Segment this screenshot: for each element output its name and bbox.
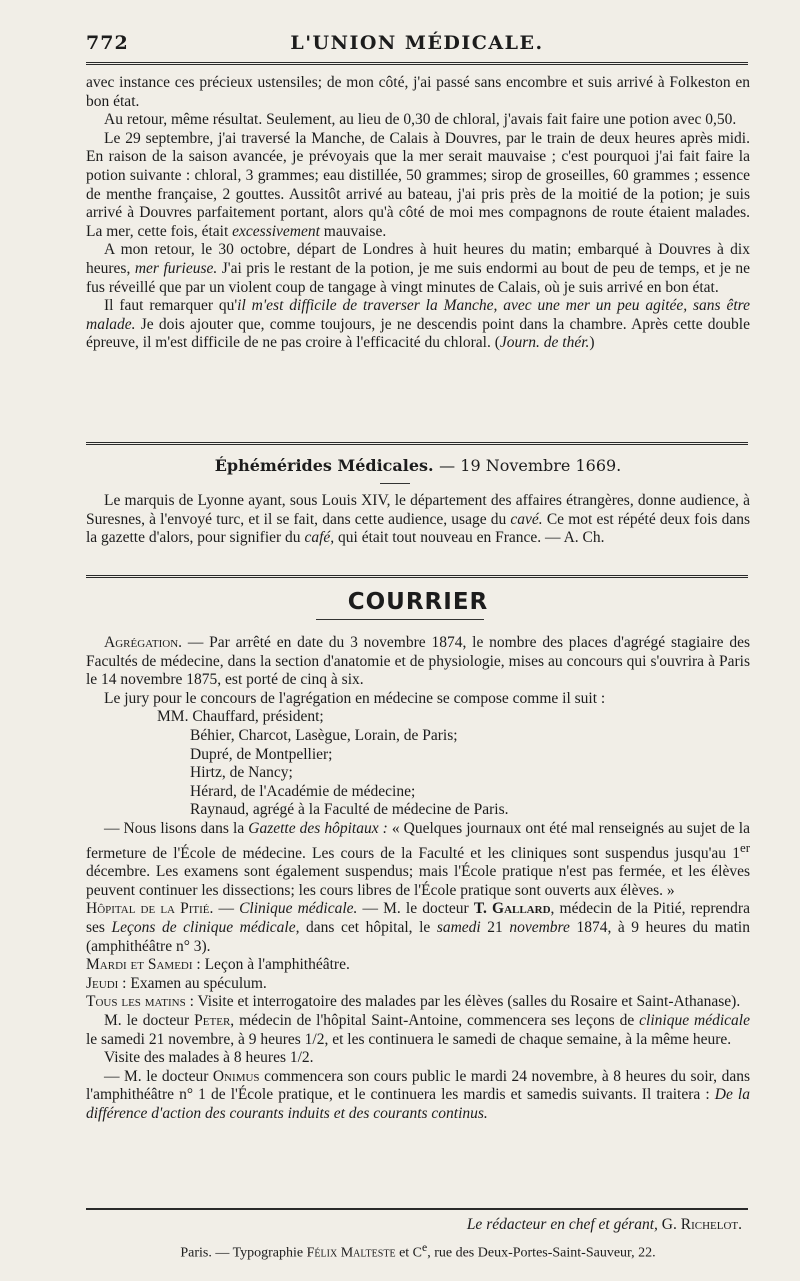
courrier-paragraph: Jeudi : Examen au spéculum. (86, 974, 267, 992)
article-paragraph: avec instance ces précieux ustensiles; de mon côté, j'ai passé sans encombre et suis arrivé à Folkeston en bon état. (86, 74, 750, 110)
ephemerides-paragraph: Le marquis de Lyonne ayant, sous Louis XIV, le département des affaires étrangères, donne audience, à Suresnes, à l'envoyé turc, et il se fait, dans cette audience, usage du cavé. Ce mot est répété deux fois dans la gazette d'alors, pour signifier du café, qui était tout nouveau en France. — A. Ch. (86, 492, 751, 547)
jury-list (86, 708, 750, 820)
page-header (86, 32, 748, 56)
courrier-paragraph: M. le docteur Peter, médecin de l'hôpital Saint-Antoine, commencera ses leçons de clinique médicale le samedi 21 novembre, à 9 heures 1/2, et les continuera le samedi de chaque semaine, à la même heure. (86, 1012, 750, 1048)
courrier-paragraph: Mardi et Samedi : Leçon à l'amphithéâtre. (86, 956, 350, 974)
courrier-paragraph: Hôpital de la Pitié. — Clinique médicale. — M. le docteur T. Gallard, médecin de la Pitié, reprendra ses Leçons de clinique médicale, dans cet hôpital, le samedi 21 novembre 1874, à 9 heures du matin (amphithéâtre n° 3). (86, 900, 750, 955)
courrier-text (86, 634, 750, 1124)
ephemerides-text (86, 492, 750, 548)
editor-signature: Le rédacteur en chef et gérant, G. Richelot. (466, 1216, 742, 1233)
courrier-paragraph: — Nous lisons dans la Gazette des hôpitaux : « Quelques journaux ont été mal renseignés au sujet de la fermeture de l'École de médecine. Les cours de la Faculté et les cliniques sont suspendus jusqu'au 1er décembre. Les examens sont également suspendus; mais l'École pratique n'est pas fermée, et les élèves peuvent continuer les dissections; les cours libres de l'École pratique sont ouverts aux élèves. » (86, 819, 750, 899)
running-title: L'UNION MÉDICALE. (290, 32, 544, 54)
ephemerides-heading: Éphémérides Médicales. — 19 Novembre 1669. (214, 456, 622, 475)
signature-rule (86, 1208, 748, 1210)
jury-item: Hérard, de l'Académie de médecine; (190, 782, 416, 800)
printer-imprint: Paris. — Typographie Félix Malteste et Ce, rue des Deux-Portes-Saint-Sauveur, 22. (180, 1241, 656, 1261)
courrier-paragraph: Visite des malades à 8 heures 1/2. (104, 1049, 314, 1067)
article-paragraph: A mon retour, le 30 octobre, départ de Londres à huit heures du matin; embarqué à Douvres à dix heures, mer furieuse. J'ai pris le restant de la potion, je me suis endormi au bout de peu de temps, et je ne fus réveillé que par un violent coup de tangage à vingt minutes de Calais, où je suis arrivé en bon état. (86, 241, 750, 296)
jury-item: Dupré, de Montpellier; (190, 745, 333, 763)
header-rule (86, 62, 748, 65)
jury-item: Raynaud, agrégé à la Faculté de médecine de Paris. (190, 801, 509, 819)
courrier-paragraph: Le jury pour le concours de l'agrégation en médecine se compose comme il suit : (104, 689, 606, 707)
jury-item: MM. Chauffard, président; (157, 708, 324, 726)
article-paragraph: Au retour, même résultat. Seulement, au lieu de 0,30 de chloral, j'avais fait faire une potion avec 0,50. (104, 111, 737, 129)
article-continued (86, 74, 750, 353)
courrier-paragraph: — M. le docteur Onimus commencera son cours public le mardi 24 novembre, à 8 heures du soir, dans l'amphithéâtre n° 1 de l'École pratique, et le continuera les mardis et samedis suivants. Il traitera : De la différence d'action des courants induits et des courants continus. (86, 1067, 750, 1122)
courrier-heading: COURRIER (347, 589, 489, 615)
short-divider (316, 619, 484, 620)
short-divider (380, 483, 410, 484)
article-paragraph: Le 29 septembre, j'ai traversé la Manche, de Calais à Douvres, par le train de deux heures après midi. En raison de la saison avancée, je prévoyais que la mer serait mauvaise ; c'est pourquoi j'ai fait faire la potion suivante : chloral, 3 grammes; eau distillée, 50 grammes; sirop de groseilles, 60 grammes ; essence de menthe française, 2 gouttes. Aussitôt arrivé au bateau, j'ai pris près de la moitié de la potion; je suis arrivé à Douvres parfaitement portant, alors qu'à côté de moi mes compagnons de route étaient malades. La mer, cette fois, était excessivement mauvaise. (86, 129, 750, 240)
section-rule (86, 575, 748, 578)
courrier-paragraph: Agrégation. — Par arrêté en date du 3 novembre 1874, le nombre des places d'agrégé stagiaire des Facultés de médecine, dans la section d'anatomie et de physiologie, mises au concours qui s'ouvrira à Paris le 14 novembre 1875, est porté de cinq à six. (86, 634, 750, 689)
courrier-paragraph: Tous les matins : Visite et interrogatoire des malades par les élèves (salles du Rosaire et Saint-Athanase). (86, 993, 741, 1011)
jury-item: Béhier, Charcot, Lasègue, Lorain, de Paris; (190, 726, 458, 744)
section-rule (86, 442, 748, 445)
jury-item: Hirtz, de Nancy; (190, 764, 293, 782)
article-paragraph: Il faut remarquer qu'il m'est difficile de traverser la Manche, avec une mer un peu agitée, sans être malade. Je dois ajouter que, comme toujours, je ne descendis point dans la chambre. Après cette double épreuve, il m'est difficile de ne pas croire à l'efficacité du chloral. (Journ. de thér.) (86, 297, 750, 352)
source-citation: Journ. de thér. (499, 334, 590, 352)
page-number: 772 (86, 32, 129, 54)
